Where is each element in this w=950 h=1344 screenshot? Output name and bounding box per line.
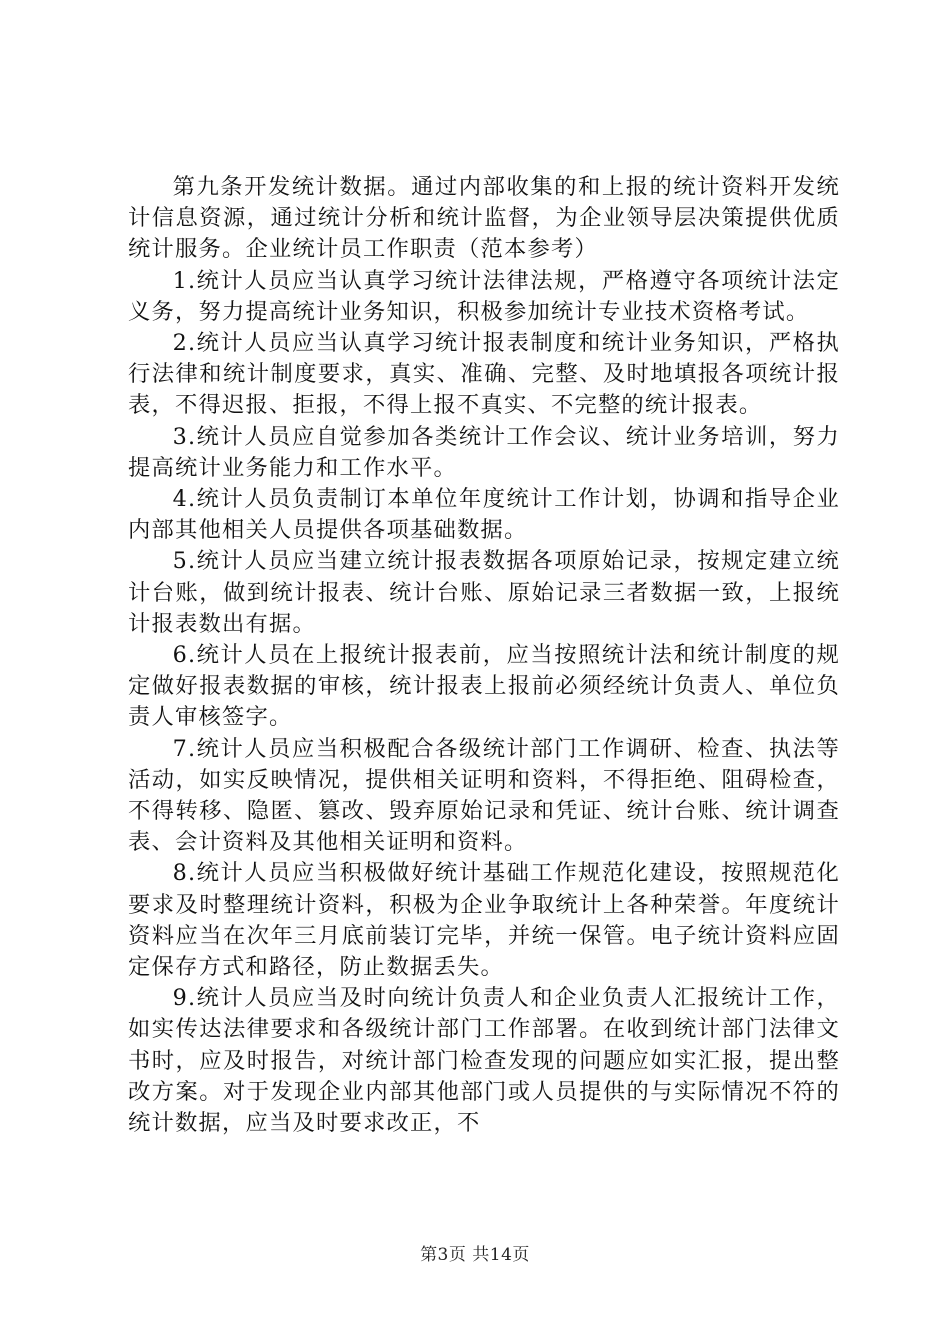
paragraph-article-9: 第九条开发统计数据。通过内部收集的和上报的统计资料开发统计信息资源，通过统计分析和统计监督，为企业领导层决策提供优质统计服务。企业统计员工作职责（范本参考） [128, 174, 840, 263]
paragraph-duty-5: 5.统计人员应当建立统计报表数据各项原始记录，按规定建立统计台账，做到统计报表、统计台账、原始记录三者数据一致，上报统计报表数出有据。 [128, 548, 840, 637]
paragraph-duty-4: 4.统计人员负责制订本单位年度统计工作计划，协调和指导企业内部其他相关人员提供各项基础数据。 [128, 486, 840, 544]
paragraph-duty-7: 7.统计人员应当积极配合各级统计部门工作调研、检查、执法等活动，如实反映情况，提供相关证明和资料，不得拒绝、阻碍检查，不得转移、隐匿、篡改、毁弃原始记录和凭证、统计台账、统计调查表、会计资料及其他相关证明和资料。 [128, 735, 840, 856]
paragraph-duty-2: 2.统计人员应当认真学习统计报表制度和统计业务知识，严格执行法律和统计制度要求，真实、准确、完整、及时地填报各项统计报表，不得迟报、拒报，不得上报不真实、不完整的统计报表。 [128, 330, 840, 419]
paragraph-duty-3: 3.统计人员应自觉参加各类统计工作会议、统计业务培训，努力提高统计业务能力和工作水平。 [128, 423, 840, 481]
paragraph-duty-8: 8.统计人员应当积极做好统计基础工作规范化建设，按照规范化要求及时整理统计资料，积极为企业争取统计上各种荣誉。年度统计资料应当在次年三月底前装订完毕，并统一保管。电子统计资料应固定保存方式和路径，防止数据丢失。 [128, 860, 840, 981]
paragraph-duty-1: 1.统计人员应当认真学习统计法律法规，严格遵守各项统计法定义务，努力提高统计业务知识，积极参加统计专业技术资格考试。 [128, 267, 840, 325]
paragraph-duty-6: 6.统计人员在上报统计报表前，应当按照统计法和统计制度的规定做好报表数据的审核，统计报表上报前必须经统计负责人、单位负责人审核签字。 [128, 642, 840, 731]
document-body [128, 172, 840, 1139]
page-number-footer: 第3页 共14页 [420, 1245, 530, 1265]
paragraph-duty-9: 9.统计人员应当及时向统计负责人和企业负责人汇报统计工作，如实传达法律要求和各级统计部门工作部署。在收到统计部门法律文书时，应及时报告，对统计部门检查发现的问题应如实汇报，提出整改方案。对于发现企业内部其他部门或人员提供的与实际情况不符的统计数据，应当及时要求改正，不 [128, 985, 840, 1137]
